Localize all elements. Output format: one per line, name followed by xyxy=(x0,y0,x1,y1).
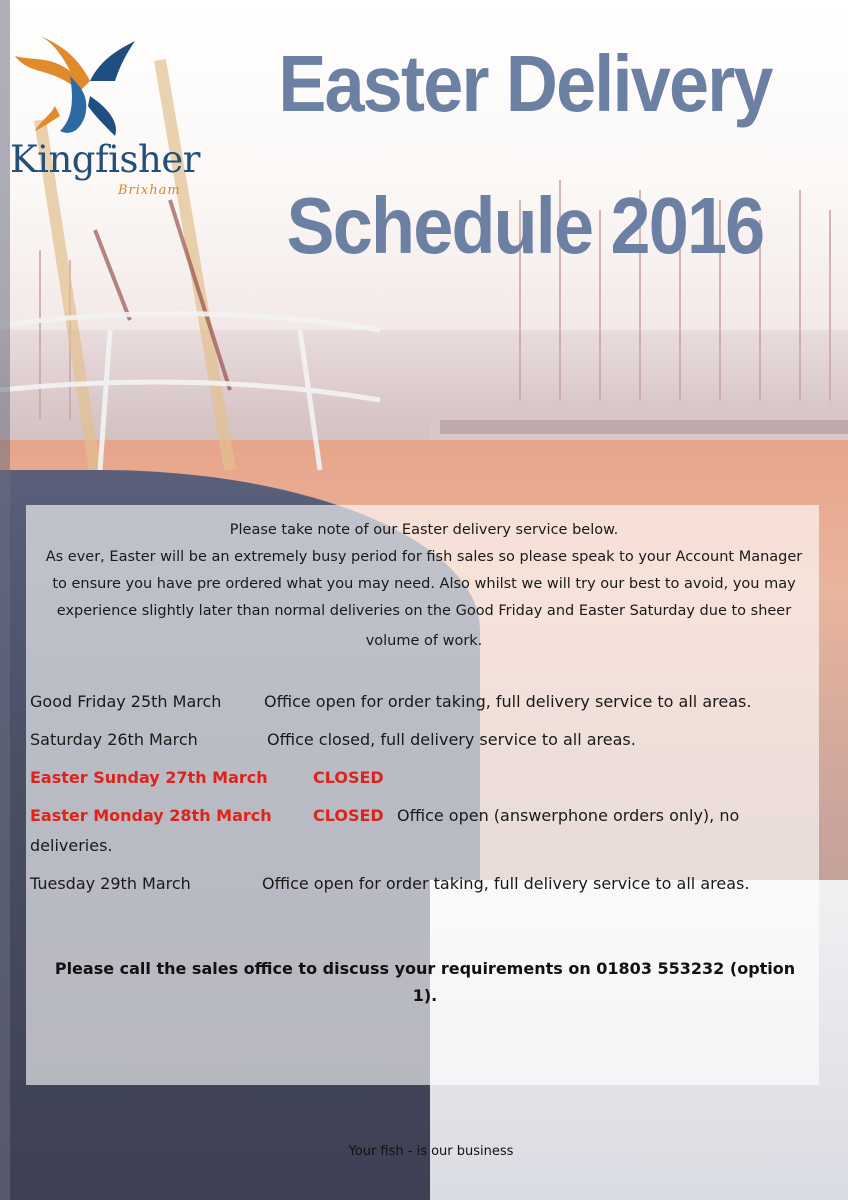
schedule-day: Tuesday 29th March xyxy=(30,874,191,893)
schedule-description: Office open (answerphone orders only), no xyxy=(397,806,740,825)
call-line-1: Please call the sales office to discuss your requirements on 01803 553232 (option xyxy=(54,959,796,978)
footer-tagline: Your fish - is our business xyxy=(348,1144,514,1159)
title-line-1: Easter Delivery xyxy=(278,39,772,128)
schedule-row-easter-sunday xyxy=(30,759,820,797)
intro-line: experience slightly later than normal deliveries on the Good Friday and Easter Saturday due to sheer xyxy=(56,603,792,619)
schedule-description-continued: deliveries. xyxy=(30,836,113,855)
title-line-2: Schedule 2016 xyxy=(286,181,764,270)
intro-line: volume of work. xyxy=(365,633,483,649)
left-edge-strip xyxy=(0,0,10,1200)
intro-line: Please take note of our Easter delivery service below. xyxy=(229,522,619,538)
schedule-day: Saturday 26th March xyxy=(30,730,198,749)
closed-label: CLOSED xyxy=(313,806,384,825)
schedule-row-tuesday xyxy=(30,865,820,903)
intro-line: As ever, Easter will be an extremely busy period for fish sales so please speak to your Account Manager xyxy=(45,549,803,565)
delivery-schedule xyxy=(30,683,820,903)
schedule-day: Easter Sunday 27th March xyxy=(30,768,268,787)
intro-line: to ensure you have pre ordered what you may need. Also whilst we will try our best to avoid, you may xyxy=(52,576,796,592)
page-title xyxy=(225,39,825,270)
closed-label: CLOSED xyxy=(313,768,384,787)
schedule-row-easter-monday xyxy=(30,797,820,865)
schedule-day: Easter Monday 28th March xyxy=(30,806,272,825)
logo-wordmark: Kingfisher xyxy=(10,138,200,181)
schedule-row-good-friday xyxy=(30,683,820,721)
schedule-description: Office open for order taking, full delivery service to all areas. xyxy=(264,692,752,711)
schedule-day: Good Friday 25th March xyxy=(30,692,222,711)
schedule-row-saturday xyxy=(30,721,820,759)
call-to-action xyxy=(30,955,820,1009)
call-line-2: 1). xyxy=(412,986,438,1005)
schedule-description: Office open for order taking, full delivery service to all areas. xyxy=(262,874,750,893)
intro-paragraph xyxy=(34,517,814,655)
logo-subtitle: Brixham xyxy=(118,183,181,198)
schedule-description: Office closed, full delivery service to all areas. xyxy=(267,730,636,749)
